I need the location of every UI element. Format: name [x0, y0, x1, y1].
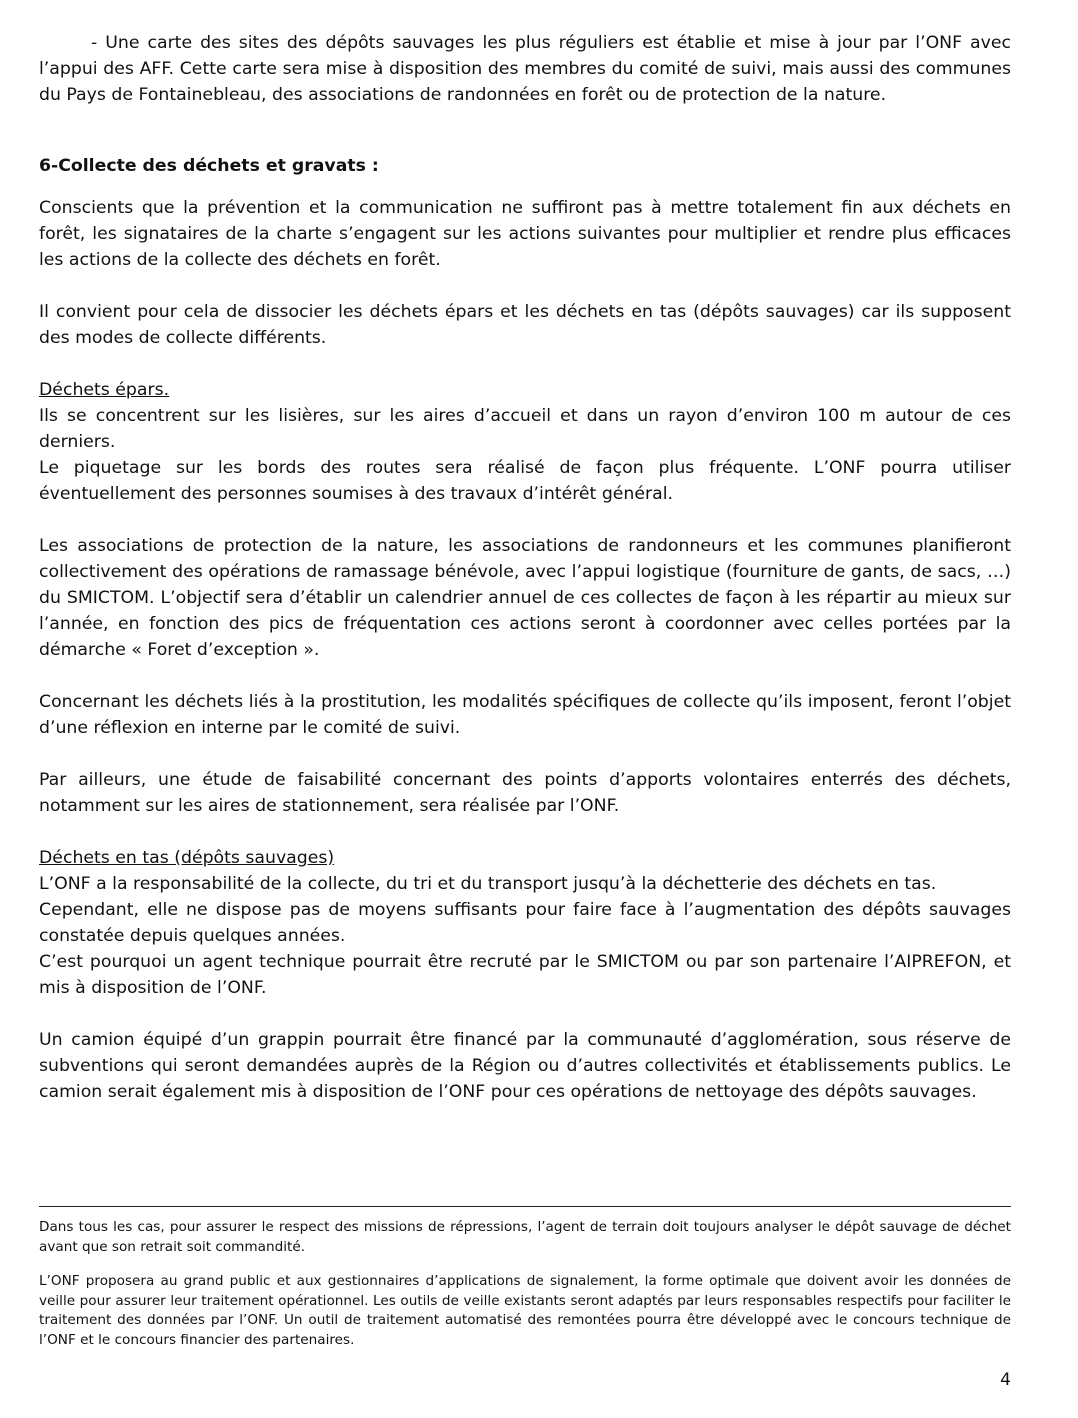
subheading-epars: Déchets épars.	[39, 380, 170, 400]
footnote-1: Dans tous les cas, pour assurer le respect des missions de répressions, l’agent de terrain doit toujours analyser le dépôt sauvage de déchet avant que son retrait soit commandité.	[39, 1219, 1011, 1255]
tas-paragraph-1: L’ONF a la responsabilité de la collecte, du tri et du transport jusqu’à la déchetterie des déchets en tas.	[39, 874, 937, 894]
section-heading: 6-Collecte des déchets et gravats :	[39, 156, 379, 176]
footnote-2: L’ONF proposera au grand public et aux gestionnaires d’applications de signalement, la forme optimale que doivent avoir les données de veille pour assurer leur traitement opérationnel. Les outils de veille existants seront adaptés par leurs responsables respectifs pour faciliter le traitement des données par l’ONF. Un outil de traitement automatisé des remontées pourra être développé avec le concours technique de l’ONF et le concours financier des partenaires.	[39, 1273, 1011, 1348]
tas-paragraph-3: C’est pourquoi un agent technique pourrait être recruté par le SMICTOM ou par son partenaire l’AIPREFON, et mis à disposition de l’ONF.	[39, 952, 1011, 998]
epars-paragraph-3: Les associations de protection de la nature, les associations de randonneurs et les communes planifieront collectivement des opérations de ramassage bénévole, avec l’appui logistique (fourniture de gants, de sacs, …) du SMICTOM. L’objectif sera d’établir un calendrier annuel de ces collectes de façon à les répartir au mieux sur l’année, en fonction des pics de fréquentation ces actions seront à coordonner avec celles portées par la démarche « Foret d’exception ».	[39, 536, 1011, 660]
section-paragraph-2: Il convient pour cela de dissocier les déchets épars et les déchets en tas (dépôts sauvages) car ils supposent des modes de collecte différents.	[39, 302, 1011, 348]
section-paragraph-1: Conscients que la prévention et la communication ne suffiront pas à mettre totalement fin aux déchets en forêt, les signataires de la charte s’engagent sur les actions suivantes pour multiplier et rendre plus efficaces les actions de la collecte des déchets en forêt.	[39, 198, 1011, 270]
epars-paragraph-4: Concernant les déchets liés à la prostitution, les modalités spécifiques de collecte qu’ils imposent, feront l’objet d’une réflexion en interne par le comité de suivi.	[39, 692, 1011, 738]
epars-paragraph-2: Le piquetage sur les bords des routes sera réalisé de façon plus fréquente. L’ONF pourra utiliser éventuellement des personnes soumises à des travaux d’intérêt général.	[39, 458, 1011, 504]
footnote-separator	[39, 1206, 1011, 1207]
tas-paragraph-4: Un camion équipé d’un grappin pourrait être financé par la communauté d’agglomération, sous réserve de subventions qui seront demandées auprès de la Région ou d’autres collectivités et établissements publics. Le camion serait également mis à disposition de l’ONF pour ces opérations de nettoyage des dépôts sauvages.	[39, 1030, 1011, 1102]
intro-paragraph: - Une carte des sites des dépôts sauvages les plus réguliers est établie et mise à jour par l’ONF avec l’appui des AFF. Cette carte sera mise à disposition des membres du comité de suivi, mais aussi des communes du Pays de Fontainebleau, des associations de randonnées en forêt ou de protection de la nature.	[39, 33, 1011, 105]
epars-paragraph-1: Ils se concentrent sur les lisières, sur les aires d’accueil et dans un rayon d’environ 100 m autour de ces derniers.	[39, 406, 1011, 452]
tas-paragraph-2: Cependant, elle ne dispose pas de moyens suffisants pour faire face à l’augmentation des dépôts sauvages constatée depuis quelques années.	[39, 900, 1011, 946]
subheading-tas: Déchets en tas (dépôts sauvages)	[39, 848, 335, 868]
footnotes	[39, 1218, 1011, 1350]
page-number: 4	[1000, 1370, 1011, 1390]
document-body	[39, 30, 1011, 1105]
epars-paragraph-5: Par ailleurs, une étude de faisabilité concernant des points d’apports volontaires enterrés des déchets, notamment sur les aires de stationnement, sera réalisée par l’ONF.	[39, 770, 1011, 816]
